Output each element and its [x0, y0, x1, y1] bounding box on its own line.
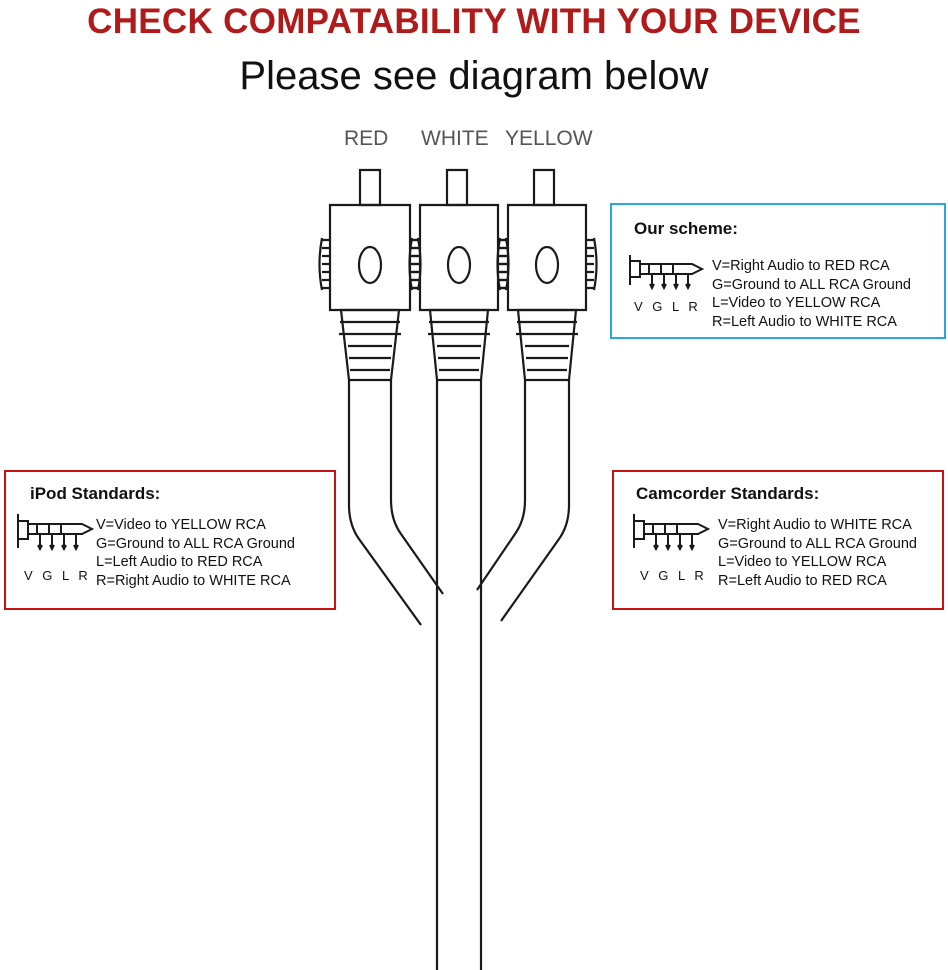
yellow-connector-label: YELLOW: [505, 127, 593, 150]
camcorder-standards-box: [612, 470, 944, 610]
ipod-line-r: R=Right Audio to WHITE RCA: [96, 572, 291, 589]
rca-plug-red: [320, 170, 444, 625]
our-scheme-line-r: R=Left Audio to WHITE RCA: [712, 313, 897, 330]
camcorder-line-r: R=Left Audio to RED RCA: [718, 572, 887, 589]
ipod-line-l: L=Left Audio to RED RCA: [96, 554, 263, 570]
ipod-standards-lines: [96, 516, 295, 590]
our-scheme-box: [610, 203, 946, 339]
red-connector-label: RED: [344, 127, 389, 150]
camcorder-line-v: V=Right Audio to WHITE RCA: [718, 517, 912, 533]
camcorder-line-l: L=Video to YELLOW RCA: [718, 554, 887, 570]
ipod-standards-box: [4, 470, 336, 610]
our-scheme-line-l: L=Video to YELLOW RCA: [712, 295, 881, 311]
pin-letters: V G L R: [634, 299, 701, 314]
camcorder-standards-lines: [718, 516, 917, 590]
ipod-line-g: G=Ground to ALL RCA Ground: [96, 535, 295, 552]
page-subtitle: Please see diagram below: [239, 54, 709, 98]
pin-letters: V G L R: [640, 568, 707, 583]
camcorder-standards-title: Camcorder Standards:: [636, 484, 820, 503]
ipod-standards-title: iPod Standards:: [30, 484, 161, 503]
pin-letters: V G L R: [24, 568, 91, 583]
rca-plug-white: [410, 170, 509, 970]
rca-plug-yellow: [477, 170, 597, 621]
our-scheme-line-g: G=Ground to ALL RCA Ground: [712, 276, 911, 293]
trrs-plug-icon: [12, 508, 98, 568]
trrs-plug-icon: [628, 508, 714, 568]
our-scheme-line-v: V=Right Audio to RED RCA: [712, 258, 890, 274]
ipod-line-v: V=Video to YELLOW RCA: [96, 517, 266, 533]
our-scheme-lines: [712, 257, 911, 331]
our-scheme-title: Our scheme:: [634, 219, 738, 238]
page-title: CHECK COMPATABILITY WITH YOUR DEVICE: [87, 2, 861, 41]
camcorder-line-g: G=Ground to ALL RCA Ground: [718, 535, 917, 552]
white-connector-label: WHITE: [421, 127, 489, 150]
